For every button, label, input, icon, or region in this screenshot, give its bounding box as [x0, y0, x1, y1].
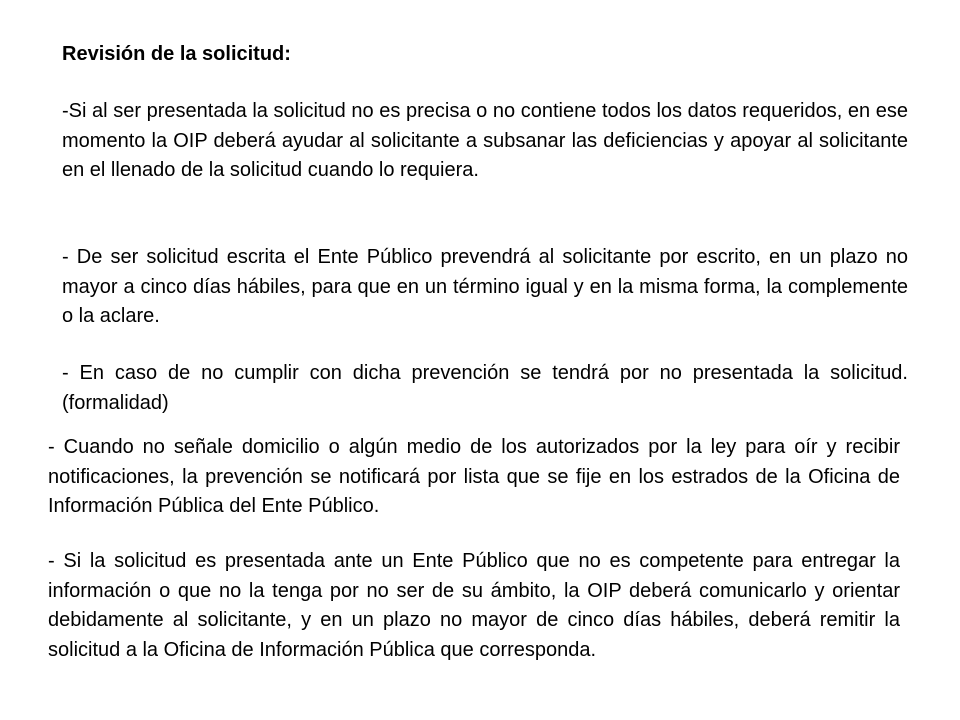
paragraph-notification-by-list: - Cuando no señale domicilio o algún medio de los autorizados por la ley para oír y recibir notificaciones, la prevención se notificará por lista que se fije en los estrados de la Oficina de Información Pública del Ente Público. [48, 436, 900, 517]
paragraph-non-competent-entity: - Si la solicitud es presentada ante un Ente Público que no es competente para entregar la información o que no la tenga por no ser de su ámbito, la OIP deberá comunicarlo y orientar debidamente al solicitante, y en un plazo no mayor de cinco días hábiles, deberá remitir la solicitud a la Oficina de Información Pública que corresponda. [48, 550, 900, 661]
page-title: Revisión de la solicitud: [62, 43, 291, 65]
paragraph-non-compliance: - En caso de no cumplir con dicha prevención se tendrá por no presentada la solicitud. (formalidad) [62, 362, 908, 414]
paragraph-written-request-warning: - De ser solicitud escrita el Ente Público prevendrá al solicitante por escrito, en un plazo no mayor a cinco días hábiles, para que en un término igual y en la misma forma, la complemente o la aclare. [62, 246, 908, 327]
paragraph-precision-review: -Si al ser presentada la solicitud no es precisa o no contiene todos los datos requeridos, en ese momento la OIP deberá ayudar al solicitante a subsanar las deficiencias y apoyar al solicitante en el llenado de la solicitud cuando lo requiera. [62, 100, 908, 181]
